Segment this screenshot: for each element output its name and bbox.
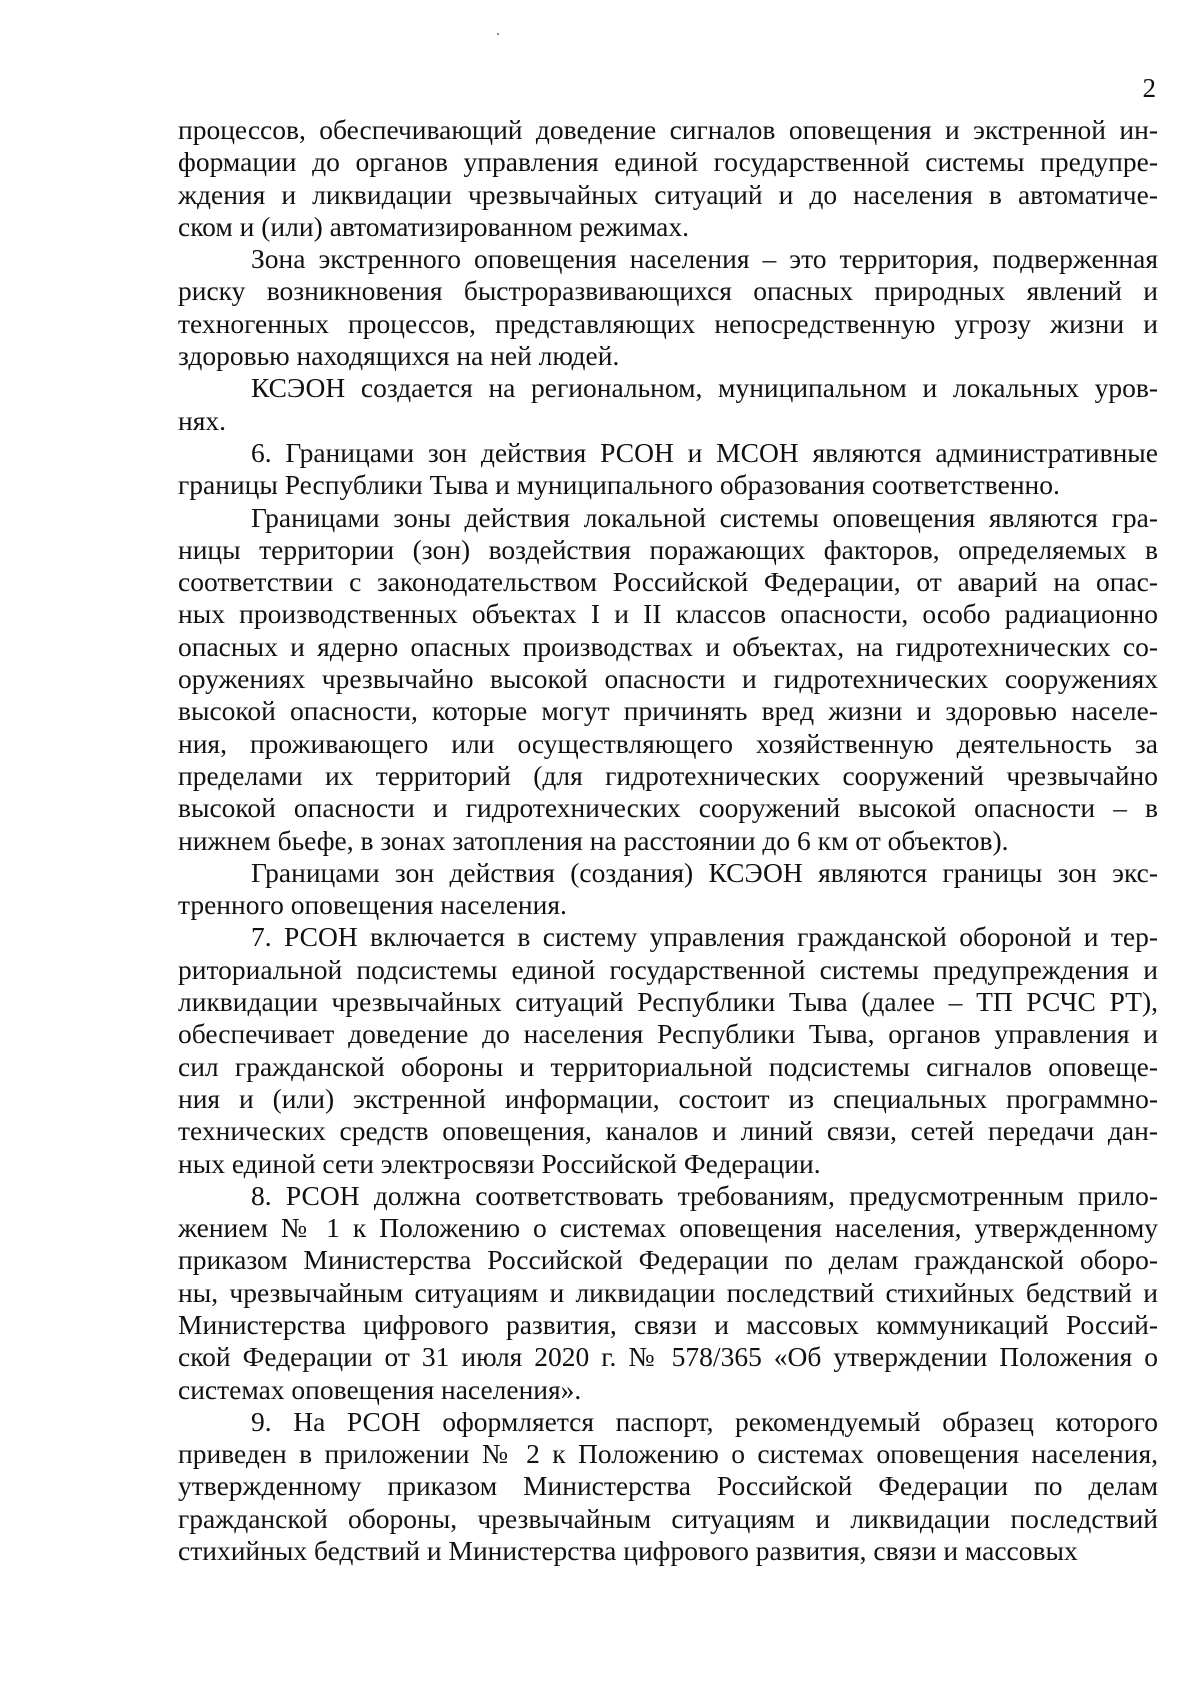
text-line: ния, проживающего или осуществляющего хозяйственную деятельность за: [178, 727, 1158, 759]
paragraph-continuation: [178, 114, 1158, 243]
text-line: нях.: [178, 404, 226, 436]
text-line: пределами их территорий (для гидротехнических сооружений чрезвычайно: [178, 759, 1158, 791]
text-line: жением № 1 к Положению о системах оповещения населения, утвержденному: [178, 1212, 1158, 1244]
text-line: Границами зоны действия локальной системы оповещения являются гра-: [251, 501, 1158, 533]
paragraph-9: [178, 1406, 1158, 1567]
text-line: ждения и ликвидации чрезвычайных ситуаций и до населения в автоматиче-: [178, 178, 1158, 210]
text-line: опасных и ядерно опасных производствах и объектах, на гидротехнических со-: [178, 630, 1158, 662]
page-number: 2: [1142, 73, 1156, 103]
text-line: оружениях чрезвычайно высокой опасности и гидротехнических сооружениях: [178, 663, 1158, 695]
scan-speck: [497, 33, 499, 35]
text-line: 8. РСОН должна соответствовать требованиям, предусмотренным прило-: [251, 1179, 1158, 1211]
text-line: ных производственных объектах I и II классов опасности, особо радиационно: [178, 598, 1158, 630]
text-line: ных единой сети электросвязи Российской Федерации.: [178, 1147, 821, 1179]
text-line: Министерства цифрового развития, связи и массовых коммуникаций Россий-: [178, 1308, 1158, 1340]
paragraph-kseon-boundaries: [178, 857, 1158, 922]
text-line: нижнем бьефе, в зонах затопления на расстоянии до 6 км от объектов).: [178, 824, 1009, 856]
text-line: соответствии с законодательством Российской Федерации, от аварий на опас-: [178, 566, 1158, 598]
paragraph-6: [178, 437, 1158, 502]
text-line: ском и (или) автоматизированном режимах.: [178, 210, 690, 242]
text-line: здоровью находящихся на ней людей.: [178, 340, 620, 372]
text-line: процессов, обеспечивающий доведение сигналов оповещения и экстренной ин-: [178, 114, 1158, 145]
paragraph-7: [178, 921, 1158, 1179]
text-line: гражданской обороны, чрезвычайным ситуациям и ликвидации последствий: [178, 1502, 1158, 1534]
text-line: тренного оповещения населения.: [178, 889, 567, 921]
text-line: границы Республики Тыва и муниципального образования соответственно.: [178, 469, 1060, 501]
text-line: высокой опасности и гидротехнических сооружений высокой опасности – в: [178, 792, 1158, 824]
text-line: системах оповещения населения».: [178, 1373, 582, 1405]
text-line: технических средств оповещения, каналов и линий связи, сетей передачи дан-: [178, 1115, 1158, 1147]
text-line: Границами зон действия (создания) КСЭОН являются границы зон экс-: [251, 856, 1158, 888]
text-line: стихийных бедствий и Министерства цифрового развития, связи и массовых: [178, 1535, 1078, 1567]
text-line: приведен в приложении № 2 к Положению о системах оповещения населения,: [178, 1438, 1158, 1470]
text-line: КСЭОН создается на региональном, муниципальном и локальных уров-: [251, 372, 1158, 404]
text-line: утвержденному приказом Министерства Российской Федерации по делам: [178, 1470, 1158, 1502]
text-line: техногенных процессов, представляющих непосредственную угрозу жизни и: [178, 307, 1158, 339]
text-line: сил гражданской обороны и территориальной подсистемы сигналов оповеще-: [178, 1050, 1158, 1082]
text-line: обеспечивает доведение до населения Республики Тыва, органов управления и: [178, 1018, 1158, 1050]
text-line: ликвидации чрезвычайных ситуаций Республики Тыва (далее – ТП РСЧС РТ),: [178, 986, 1158, 1018]
text-line: 6. Границами зон действия РСОН и МСОН являются административные: [251, 436, 1158, 468]
text-line: формации до органов управления единой государственной системы предупре-: [178, 146, 1158, 178]
text-line: Зона экстренного оповещения населения – это территория, подверженная: [251, 243, 1158, 275]
paragraph-8: [178, 1180, 1158, 1406]
text-line: высокой опасности, которые могут причинять вред жизни и здоровью населе-: [178, 695, 1158, 727]
text-line: 7. РСОН включается в систему управления гражданской обороной и тер-: [251, 921, 1158, 953]
paragraph-zone-definition: [178, 243, 1158, 372]
text-line: риску возникновения быстроразвивающихся опасных природных явлений и: [178, 275, 1158, 307]
text-line: ны, чрезвычайным ситуациям и ликвидации последствий стихийных бедствий и: [178, 1276, 1158, 1308]
text-line: приказом Министерства Российской Федерации по делам гражданской оборо-: [178, 1244, 1158, 1276]
paragraph-kseon-levels: [178, 372, 1158, 437]
text-line: риториальной подсистемы единой государственной системы предупреждения и: [178, 953, 1158, 985]
text-line: ницы территории (зон) воздействия поражающих факторов, определяемых в: [178, 533, 1158, 565]
text-line: ния и (или) экстренной информации, состоит из специальных программно-: [178, 1082, 1158, 1114]
document-body: [178, 114, 1158, 1567]
paragraph-local-boundaries: [178, 502, 1158, 857]
text-line: 9. На РСОН оформляется паспорт, рекомендуемый образец которого: [251, 1405, 1158, 1437]
text-line: ской Федерации от 31 июля 2020 г. № 578/365 «Об утверждении Положения о: [178, 1341, 1158, 1373]
